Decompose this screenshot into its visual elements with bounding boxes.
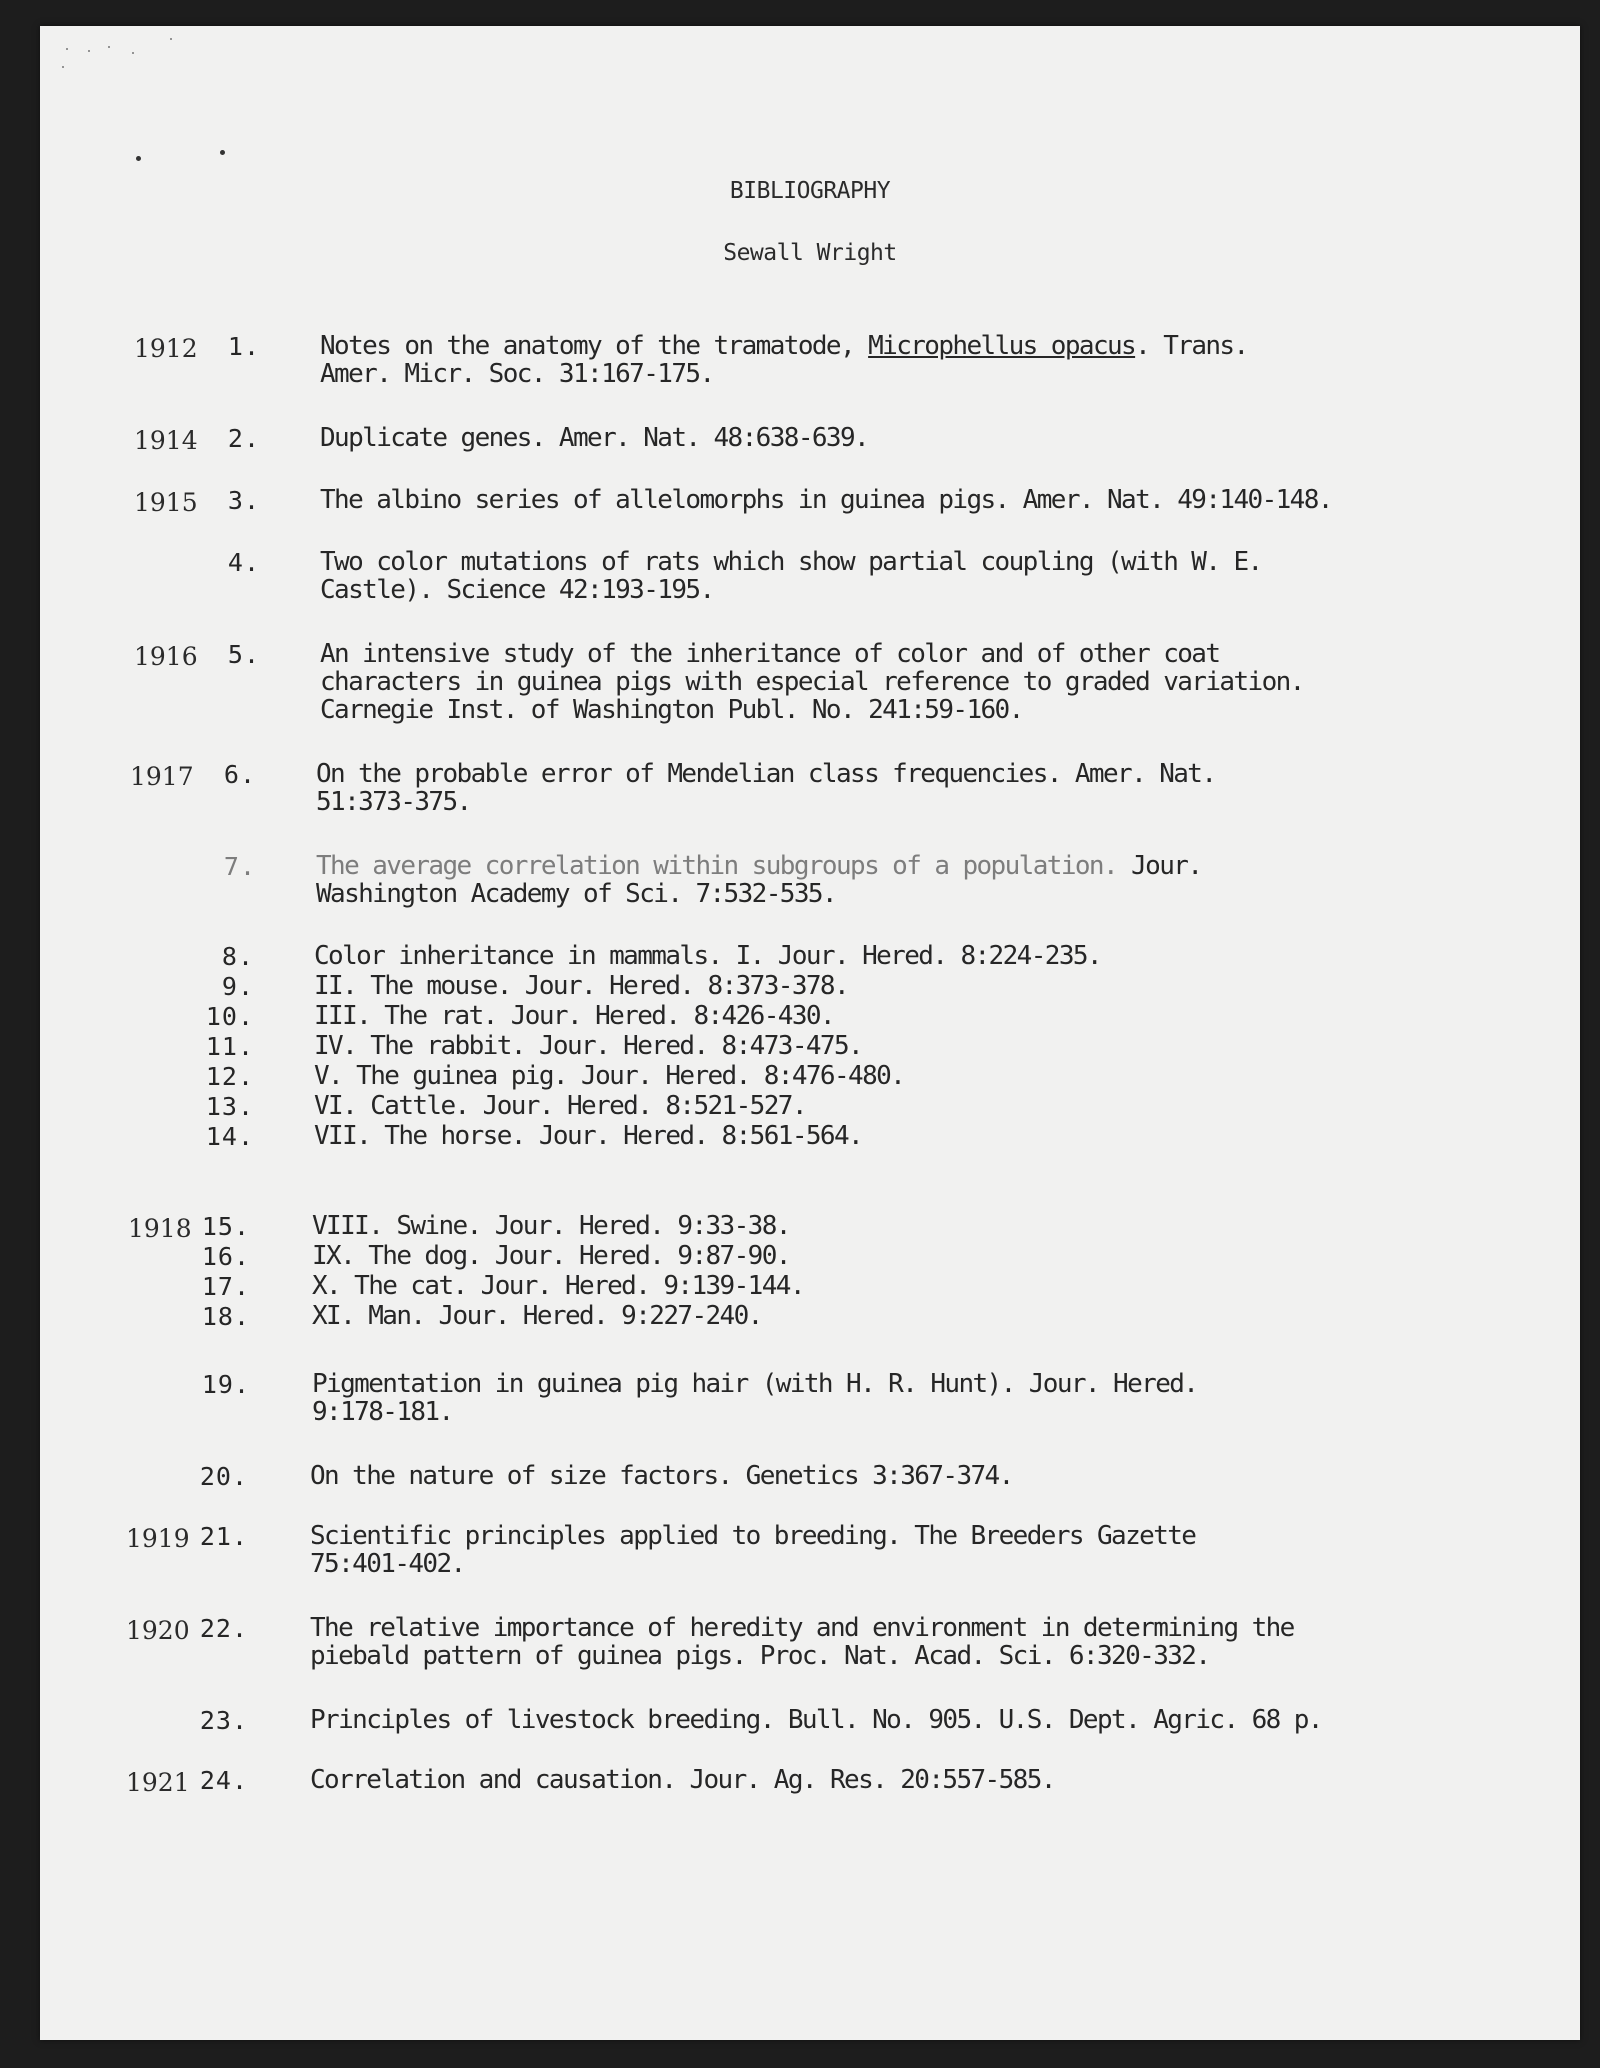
entry-line: On the probable error of Mendelian class frequencies. Amer. Nat. xyxy=(316,759,1216,789)
entry-line: An intensive study of the inheritance of color and of other coat xyxy=(320,639,1220,669)
entry-year: 1917 xyxy=(130,762,194,791)
entry-line xyxy=(316,852,1201,880)
entry-text xyxy=(314,942,1101,970)
entry-year: 1915 xyxy=(134,488,198,517)
entry-line: VI. Cattle. Jour. Hered. 8:521-527. xyxy=(314,1091,806,1121)
entry-number: 24. xyxy=(199,1766,248,1795)
entry-line: Color inheritance in mammals. I. Jour. Hered. 8:224-235. xyxy=(314,941,1101,971)
bibliography-entry xyxy=(40,548,1540,628)
entry-line: The relative importance of heredity and environment in determining the xyxy=(310,1613,1294,1643)
entry-text xyxy=(312,1370,1197,1426)
entry-number: 2. xyxy=(227,424,260,453)
entry-number: 21. xyxy=(199,1522,248,1551)
entry-text xyxy=(310,1706,1322,1734)
entry-line: characters in guinea pigs with especial reference to graded variation. xyxy=(320,667,1304,697)
bibliography-entry xyxy=(40,1122,1540,1202)
entry-text xyxy=(316,760,1215,816)
entry-number: 5. xyxy=(227,640,260,669)
entry-text xyxy=(312,1302,762,1330)
entry-line: IV. The rabbit. Jour. Hered. 8:473-475. xyxy=(314,1031,863,1061)
bibliography-entry xyxy=(40,1614,1540,1694)
entry-line: IX. The dog. Jour. Hered. 9:87-90. xyxy=(312,1241,790,1271)
entry-number: 19. xyxy=(201,1370,250,1399)
bibliography-entry xyxy=(40,332,1540,412)
bibliography-entry xyxy=(40,639,1540,725)
speck xyxy=(62,66,64,68)
bibliography-entry xyxy=(40,852,1540,932)
entry-number: 8. xyxy=(221,942,254,971)
document-page xyxy=(40,26,1580,2040)
entry-line: VIII. Swine. Jour. Hered. 9:33-38. xyxy=(312,1211,790,1241)
entry-year: 1918 xyxy=(128,1214,192,1243)
entry-number: 9. xyxy=(221,972,254,1001)
entry-line: Duplicate genes. Amer. Nat. 48:638-639. xyxy=(320,423,869,453)
entry-number: 11. xyxy=(205,1032,254,1061)
entry-text xyxy=(314,1032,862,1060)
entry-text xyxy=(312,1272,804,1300)
entry-number: 20. xyxy=(199,1462,248,1491)
entry-number: 13. xyxy=(205,1092,254,1121)
entry-text xyxy=(314,972,848,1000)
bibliography-entry xyxy=(40,1522,1540,1602)
entry-text xyxy=(314,1122,862,1150)
entry-number: 3. xyxy=(227,486,260,515)
speck xyxy=(88,50,90,52)
entry-line: Principles of livestock breeding. Bull. No. 905. U.S. Dept. Agric. 68 p. xyxy=(310,1705,1322,1735)
bibliography-entry xyxy=(40,760,1540,840)
entry-text xyxy=(316,852,1201,908)
entry-number: 10. xyxy=(205,1002,254,1031)
entry-line: The albino series of allelomorphs in guinea pigs. Amer. Nat. 49:140-148. xyxy=(320,485,1332,515)
entry-line-part: Jour. xyxy=(1117,851,1202,881)
entry-year: 1916 xyxy=(134,642,198,671)
entry-line: Pigmentation in guinea pig hair (with H. R. Hunt). Jour. Hered. xyxy=(312,1369,1198,1399)
entry-number: 6. xyxy=(223,760,256,789)
author-name: Sewall Wright xyxy=(723,240,897,266)
entry-line: piebald pattern of guinea pigs. Proc. Nat. Acad. Sci. 6:320-332. xyxy=(310,1641,1210,1671)
speck xyxy=(108,46,110,48)
entry-number: 16. xyxy=(201,1242,250,1271)
entry-line: X. The cat. Jour. Hered. 9:139-144. xyxy=(312,1271,804,1301)
entry-line xyxy=(320,332,1248,360)
entry-line: III. The rat. Jour. Hered. 8:426-430. xyxy=(314,1001,834,1031)
entry-text xyxy=(320,424,868,452)
speck xyxy=(132,52,134,54)
entry-line: V. The guinea pig. Jour. Hered. 8:476-480. xyxy=(314,1061,905,1091)
entry-year: 1914 xyxy=(134,426,198,455)
entry-line-part: The average correlation within subgroups of a population. xyxy=(316,851,1118,881)
species-name: Microphellus opacus xyxy=(868,331,1136,361)
entry-text xyxy=(310,1462,1013,1490)
entry-line: Two color mutations of rats which show partial coupling (with W. E. xyxy=(320,547,1262,577)
entry-text xyxy=(320,548,1262,604)
entry-line: Washington Academy of Sci. 7:532-535. xyxy=(316,879,836,909)
entry-year: 1919 xyxy=(126,1524,190,1553)
entry-line: Amer. Micr. Soc. 31:167-175. xyxy=(320,359,714,389)
entry-line: Correlation and causation. Jour. Ag. Res. 20:557-585. xyxy=(310,1765,1055,1795)
entry-line-part: Notes on the anatomy of the tramatode, xyxy=(320,331,869,361)
bibliography-entry xyxy=(40,1370,1540,1450)
entry-text xyxy=(320,332,1248,388)
entry-text xyxy=(314,1092,806,1120)
punch-mark xyxy=(136,156,141,161)
entry-text xyxy=(320,640,1304,724)
entry-text xyxy=(312,1242,790,1270)
entry-line: 75:401-402. xyxy=(310,1549,465,1579)
entry-year: 1912 xyxy=(134,334,198,363)
entry-line: XI. Man. Jour. Hered. 9:227-240. xyxy=(312,1301,762,1331)
entry-text xyxy=(314,1062,904,1090)
entry-year: 1920 xyxy=(126,1616,190,1645)
entry-line: II. The mouse. Jour. Hered. 8:373-378. xyxy=(314,971,849,1001)
speck xyxy=(170,38,172,40)
entry-number: 15. xyxy=(201,1212,250,1241)
entry-text xyxy=(320,486,1332,514)
entry-line: Carnegie Inst. of Washington Publ. No. 241:59-160. xyxy=(320,695,1023,725)
entry-line: VII. The horse. Jour. Hered. 8:561-564. xyxy=(314,1121,863,1151)
entry-text xyxy=(310,1614,1294,1670)
entry-number: 1. xyxy=(227,332,260,361)
entry-text xyxy=(310,1522,1195,1578)
entry-number: 4. xyxy=(227,548,260,577)
entry-number: 18. xyxy=(201,1302,250,1331)
entry-line: On the nature of size factors. Genetics 3:367-374. xyxy=(310,1461,1013,1491)
entry-number: 12. xyxy=(205,1062,254,1091)
entry-number: 14. xyxy=(205,1122,254,1151)
entry-number: 17. xyxy=(201,1272,250,1301)
entry-text xyxy=(314,1002,834,1030)
bibliography-entry xyxy=(40,1766,1540,1846)
entry-number: 7. xyxy=(223,852,256,881)
entry-number: 23. xyxy=(199,1706,248,1735)
entry-year: 1921 xyxy=(126,1768,190,1797)
entry-line: 9:178-181. xyxy=(312,1397,453,1427)
punch-mark xyxy=(220,150,225,155)
speck xyxy=(66,48,68,50)
entry-line: Castle). Science 42:193-195. xyxy=(320,575,714,605)
page-title: BIBLIOGRAPHY xyxy=(729,178,891,204)
entry-line: 51:373-375. xyxy=(316,787,471,817)
entry-text xyxy=(312,1212,790,1240)
entry-line-part: . Trans. xyxy=(1135,331,1248,361)
entry-number: 22. xyxy=(199,1614,248,1643)
entry-text xyxy=(310,1766,1055,1794)
entry-line: Scientific principles applied to breeding. The Breeders Gazette xyxy=(310,1521,1196,1551)
